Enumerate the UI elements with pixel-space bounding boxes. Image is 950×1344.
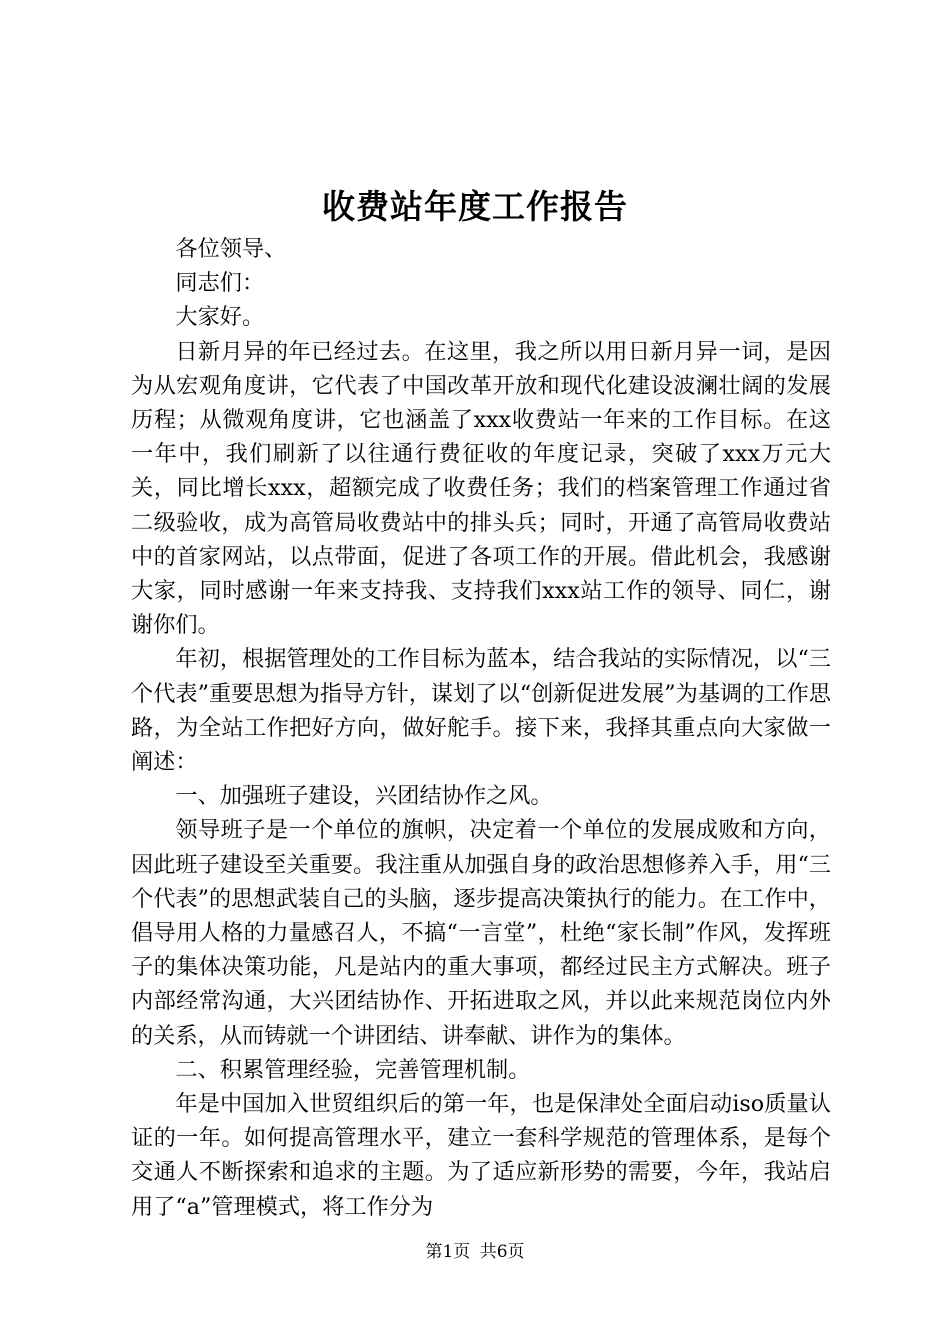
page-number: 第1页 [425,1242,471,1262]
section-heading-1: 一、加强班子建设，兴团结协作之风。 [175,783,553,810]
paragraph-plan: 年初，根据管理处的工作目标为蓝本，结合我站的实际情况，以“三个代表”重要思想为指导方针，谋划了以“创新促进发展”为基调的工作思路，为全站工作把好方向，做好舵手。接下来，我择其重点向大家做一阐述： [131,646,831,776]
paragraph-salutation-comrades: 同志们： [175,270,265,297]
paragraph-salutation-leaders: 各位领导、 [175,236,287,262]
document-body [131,232,831,1224]
page-total: 共6页 [479,1242,525,1262]
paragraph-intro: 日新月异的年已经过去。在这里，我之所以用日新月异一词，是因为从宏观角度讲，它代表了中国改革开放和现代化建设波澜壮阔的发展历程；从微观角度讲，它也涵盖了xxx收费站一年来的工作目标。在这一年中，我们刷新了以往通行费征收的年度记录，突破了xxx万元大关，同比增长xxx，超额完成了收费任务；我们的档案管理工作通过省二级验收，成为高管局收费站中的排头兵；同时，开通了高管局收费站中的首家网站，以点带面，促进了各项工作的开展。借此机会，我感谢大家，同时感谢一年来支持我、支持我们xxx站工作的领导、同仁，谢谢你们。 [131,338,831,639]
section-heading-2: 二、积累管理经验，完善管理机制。 [175,1056,531,1083]
document-title: 收费站年度工作报告 [322,187,628,226]
paragraph-leadership: 领导班子是一个单位的旗帜，决定着一个单位的发展成败和方向，因此班子建设至关重要。我注重从加强自身的政治思想修养入手，用“三个代表”的思想武装自己的头脑，逐步提高决策执行的能力。在工作中，倡导用人格的力量感召人，不搞“一言堂”，杜绝“家长制”作风，发挥班子的集体决策功能，凡是站内的重大事项，都经过民主方式解决。班子内部经常沟通，大兴团结协作、开拓进取之风，并以此来规范岗位内外的关系，从而铸就一个讲团结、讲奉献、讲作为的集体。 [131,817,831,1049]
paragraph-management: 年是中国加入世贸组织后的第一年，也是保津处全面启动iso质量认证的一年。如何提高管理水平，建立一套科学规范的管理体系，是每个交通人不断探索和追求的主题。为了适应新形势的需要，今年，我站启用了“a”管理模式，将工作分为 [131,1091,831,1220]
paragraph-greeting: 大家好。 [175,304,265,331]
page-footer [0,1240,950,1264]
